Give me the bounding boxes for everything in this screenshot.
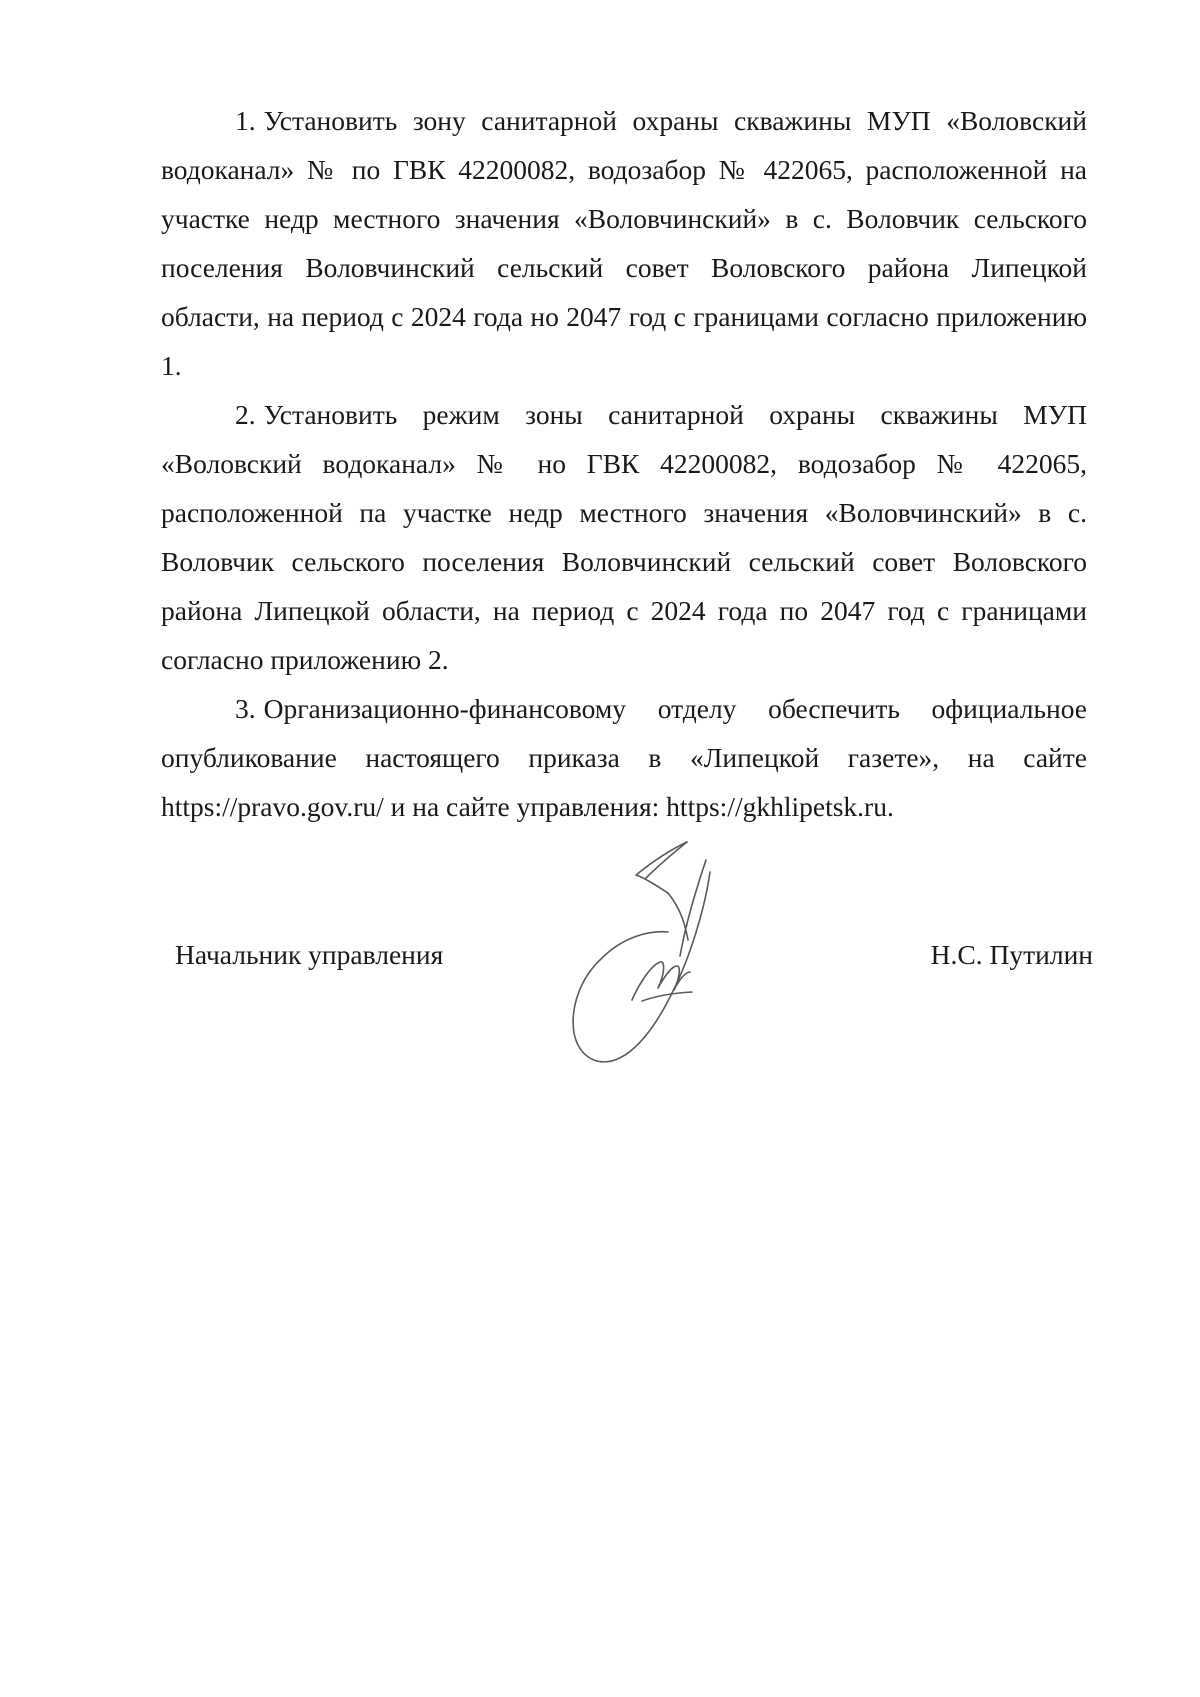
order-item-1 <box>161 96 1087 390</box>
signature-underline <box>642 992 692 1001</box>
order-item-2-number: 2. <box>235 399 256 430</box>
order-body <box>161 96 1087 831</box>
order-item-2-text: Установить режим зоны санитарной охраны скважины МУП «Воловский водоканал» № но ГВК 42200082, водозабор № 422065, расположенной па участке недр местного значения «Воловчинский» в с. Воловчик сельского поселения Воловчинский сельский совет Воловского района Липецкой области, на период с 2024 года по 2047 год с границами согласно приложению 2. <box>161 399 1087 675</box>
signature-arrowhead-inner <box>646 842 687 878</box>
signatory-name: Н.С. Путилин <box>930 939 1093 970</box>
order-item-1-number: 1. <box>235 105 256 136</box>
signature-initial-m <box>632 962 690 1000</box>
order-item-2 <box>161 390 1087 684</box>
order-item-3-text: Организационно-финансовому отделу обеспечить официальное опубликование настоящего приказа в «Липецкой газете», на сайте https://pravo.gov.ru/ и на сайте управления: https://gkhlipetsk.ru. <box>161 693 1087 822</box>
handwritten-signature <box>560 838 780 1088</box>
order-item-1-text: Установить зону санитарной охраны скважины МУП «Воловский водоканал» № по ГВК 42200082, водозабор № 422065, расположенной на участке недр местного значения «Воловчинский» в с. Воловчик сельского поселения Воловчинский сельский совет Воловского района Липецкой области, на период с 2024 года но 2047 год с границами согласно приложению 1. <box>161 105 1087 381</box>
order-item-3 <box>161 684 1087 831</box>
signatory-title: Начальник управления <box>175 939 444 970</box>
order-item-3-number: 3. <box>235 693 256 724</box>
signature-loop <box>573 872 710 1062</box>
signature-arrowhead <box>636 842 687 893</box>
